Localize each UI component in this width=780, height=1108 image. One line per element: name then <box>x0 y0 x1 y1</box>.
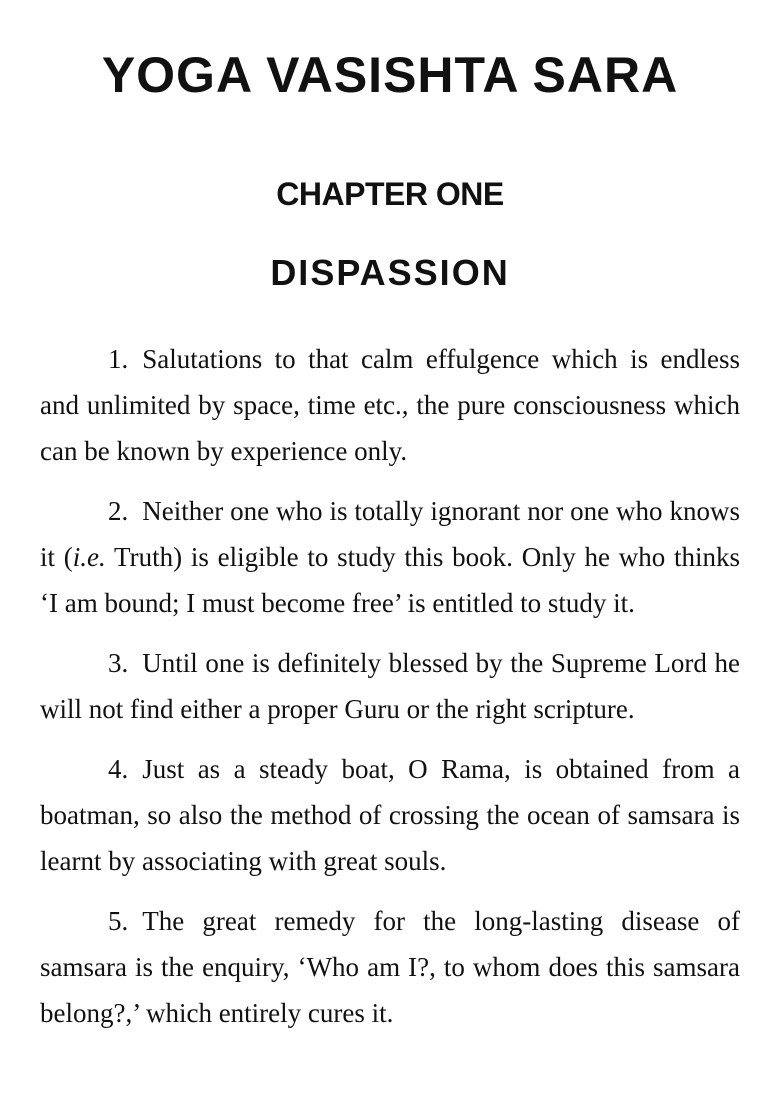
verse-text-part: Neither one who is totally ignorant nor one who knows it ( <box>40 496 740 572</box>
verse-text: Until one is definitely blessed by the Supreme Lord he will not find either a proper Guru or the right scripture. <box>40 648 740 724</box>
verse-number: 1. <box>108 344 129 374</box>
verse-4 <box>40 746 740 884</box>
verse-italic-text: i.e. <box>72 542 106 572</box>
verse-list <box>40 336 740 1050</box>
verse-3 <box>40 640 740 732</box>
verse-1 <box>40 336 740 474</box>
verse-number: 3. <box>108 648 129 678</box>
book-title: YOGA VASISHTA SARA <box>101 47 679 103</box>
verse-text: Salutations to that calm effulgence which is endless and unlimited by space, time etc., the pure consciousness which can be known by experience only. <box>40 344 740 466</box>
verse-text: The great remedy for the long-lasting disease of samsara is the enquiry, ‘Who am I?, to whom does this samsara belong?,’ which entirely cures it. <box>40 906 740 1028</box>
verse-text: Just as a steady boat, O Rama, is obtained from a boatman, so also the method of crossing the ocean of samsara is learnt by associating with great souls. <box>40 754 740 876</box>
verse-2 <box>40 488 740 626</box>
verse-5 <box>40 898 740 1036</box>
verse-number: 2. <box>108 496 129 526</box>
verse-number: 5. <box>108 906 129 936</box>
chapter-number: CHAPTER ONE <box>276 176 504 212</box>
verse-text-part: Truth) is eligible to study this book. Only he who thinks ‘I am bound; I must become free’ is entitled to study it. <box>40 542 740 618</box>
verse-number: 4. <box>108 754 129 784</box>
chapter-title: DISPASSION <box>270 252 510 293</box>
